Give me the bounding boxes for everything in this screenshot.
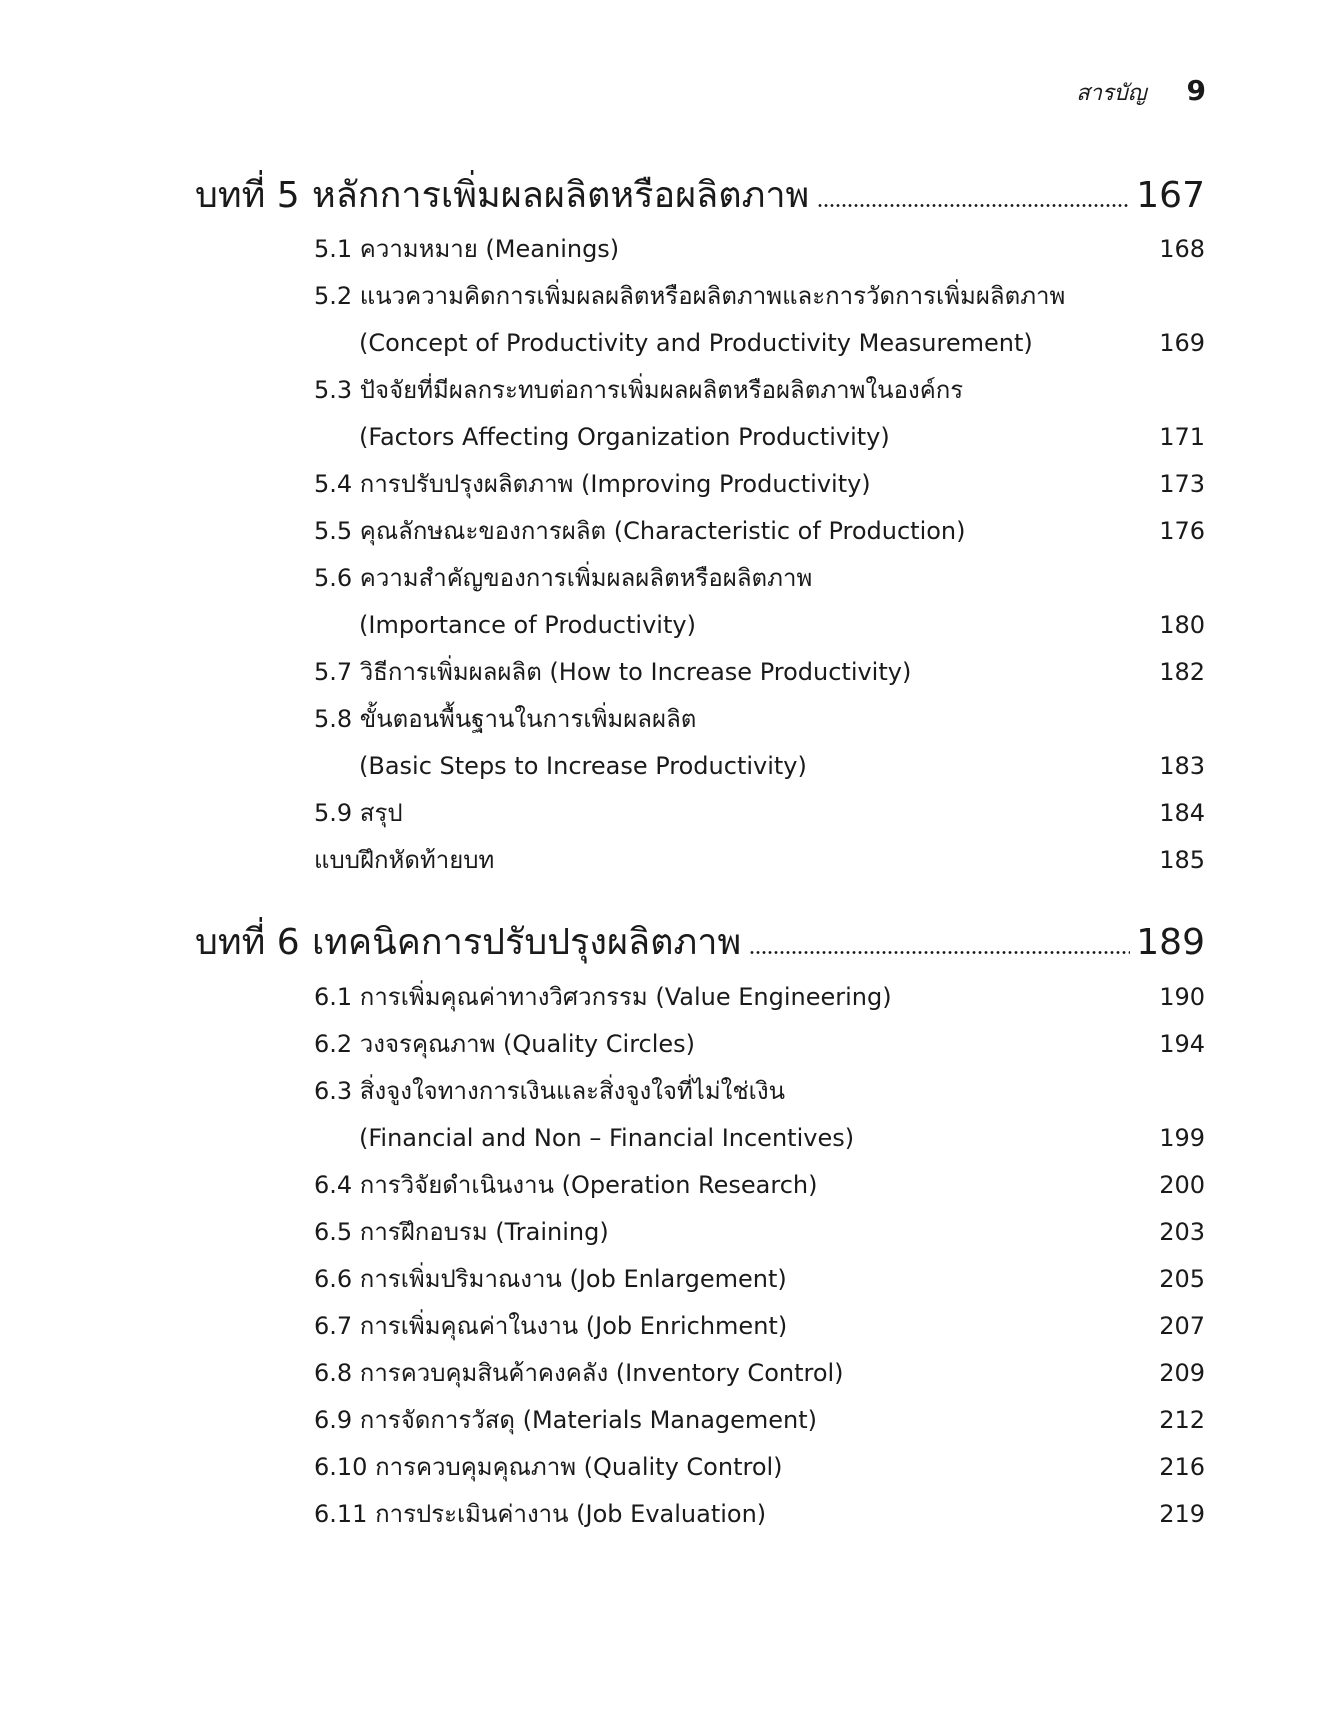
page-number: 9 (1186, 74, 1206, 107)
entry-page: 168 (1159, 235, 1205, 263)
entry-title: 6.9 การจัดการวัสดุ (Materials Management) (314, 1406, 818, 1434)
toc-entry (314, 226, 1205, 273)
entry-page: 200 (1159, 1171, 1205, 1199)
chapter-page: 189 (1136, 922, 1205, 963)
leader-dots (817, 204, 1130, 207)
entry-page: 180 (1159, 611, 1205, 639)
toc-entry (314, 1303, 1205, 1350)
entry-title: 6.4 การวิจัยดำเนินงาน (Operation Research) (314, 1171, 818, 1199)
toc-entry (314, 273, 1205, 320)
entry-title: (Factors Affecting Organization Productivity) (359, 423, 890, 451)
entry-page: 199 (1159, 1124, 1205, 1152)
toc-entry (314, 1397, 1205, 1444)
entry-page: 194 (1159, 1030, 1205, 1058)
chapter-heading (195, 922, 1205, 963)
chapter-title: เทคนิคการปรับปรุงผลิตภาพ (312, 922, 742, 963)
entry-title: 5.1 ความหมาย (Meanings) (314, 235, 620, 263)
toc-entry (314, 1115, 1205, 1162)
chapter-entries (314, 974, 1205, 1538)
entry-title: 6.2 วงจรคุณภาพ (Quality Circles) (314, 1030, 696, 1058)
entry-title: 6.7 การเพิ่มคุณค่าในงาน (Job Enrichment) (314, 1312, 788, 1340)
entry-title: 6.6 การเพิ่มปริมาณงาน (Job Enlargement) (314, 1265, 787, 1293)
toc-entry (314, 974, 1205, 1021)
toc-entry (314, 649, 1205, 696)
entry-page: 169 (1159, 329, 1205, 357)
entry-title: 5.6 ความสำคัญของการเพิ่มผลผลิตหรือผลิตภาพ (314, 564, 813, 592)
entry-title: (Importance of Productivity) (359, 611, 696, 639)
entry-page: 185 (1159, 846, 1205, 874)
entry-page: 203 (1159, 1218, 1205, 1246)
toc-entry (314, 320, 1205, 367)
entry-title: 6.8 การควบคุมสินค้าคงคลัง (Inventory Control) (314, 1359, 844, 1387)
entry-page: 205 (1159, 1265, 1205, 1293)
toc-entry (314, 1021, 1205, 1068)
entry-title: แบบฝึกหัดท้ายบท (314, 846, 495, 874)
leader-dots (749, 951, 1130, 954)
toc-entry (314, 508, 1205, 555)
chapter-label: บทที่ 5 (195, 175, 300, 216)
entry-title: 5.9 สรุป (314, 799, 403, 827)
toc-entry (314, 790, 1205, 837)
entry-title: 5.7 วิธีการเพิ่มผลผลิต (How to Increase Productivity) (314, 658, 912, 686)
toc-entry (314, 837, 1205, 884)
running-header (1076, 74, 1206, 110)
toc-entry (314, 696, 1205, 743)
entry-page: 176 (1159, 517, 1205, 545)
entry-page: 173 (1159, 470, 1205, 498)
entry-title: 5.2 แนวความคิดการเพิ่มผลผลิตหรือผลิตภาพและการวัดการเพิ่มผลิตภาพ (314, 282, 1066, 310)
entry-title: (Basic Steps to Increase Productivity) (359, 752, 807, 780)
entry-title: (Concept of Productivity and Productivity Measurement) (359, 329, 1033, 357)
chapter-label: บทที่ 6 (195, 922, 300, 963)
toc-entry (314, 602, 1205, 649)
entry-title: 5.5 คุณลักษณะของการผลิต (Characteristic of Production) (314, 517, 966, 545)
toc-entry (314, 1162, 1205, 1209)
toc-entry (314, 743, 1205, 790)
entry-title: 5.3 ปัจจัยที่มีผลกระทบต่อการเพิ่มผลผลิตหรือผลิตภาพในองค์กร (314, 376, 964, 404)
entry-title: 6.1 การเพิ่มคุณค่าทางวิศวกรรม (Value Engineering) (314, 983, 892, 1011)
entry-title: 6.10 การควบคุมคุณภาพ (Quality Control) (314, 1453, 783, 1481)
entry-title: 6.5 การฝึกอบรม (Training) (314, 1218, 609, 1246)
toc-entry (314, 1491, 1205, 1538)
entry-page: 209 (1159, 1359, 1205, 1387)
toc-entry (314, 1256, 1205, 1303)
toc-entry (314, 555, 1205, 602)
header-title: สารบัญ (1076, 81, 1147, 106)
chapter-heading (195, 175, 1205, 216)
entry-page: 183 (1159, 752, 1205, 780)
toc-entry (314, 367, 1205, 414)
entry-page: 182 (1159, 658, 1205, 686)
toc-entry (314, 1350, 1205, 1397)
toc-entry (314, 461, 1205, 508)
toc-entry (314, 1444, 1205, 1491)
entry-title: 5.8 ขั้นตอนพื้นฐานในการเพิ่มผลผลิต (314, 705, 697, 733)
chapter-entries (314, 226, 1205, 884)
entry-page: 207 (1159, 1312, 1205, 1340)
toc-entry (314, 414, 1205, 461)
entry-page: 212 (1159, 1406, 1205, 1434)
toc-entry (314, 1209, 1205, 1256)
entry-title: 6.3 สิ่งจูงใจทางการเงินและสิ่งจูงใจที่ไม่ใช่เงิน (314, 1077, 786, 1105)
entry-page: 171 (1159, 423, 1205, 451)
entry-page: 216 (1159, 1453, 1205, 1481)
entry-page: 184 (1159, 799, 1205, 827)
entry-title: 5.4 การปรับปรุงผลิตภาพ (Improving Productivity) (314, 470, 871, 498)
entry-title: (Financial and Non – Financial Incentives) (359, 1124, 855, 1152)
entry-title: 6.11 การประเมินค่างาน (Job Evaluation) (314, 1500, 767, 1528)
entry-page: 190 (1159, 983, 1205, 1011)
chapter-title: หลักการเพิ่มผลผลิตหรือผลิตภาพ (312, 175, 810, 216)
toc-entry (314, 1068, 1205, 1115)
entry-page: 219 (1159, 1500, 1205, 1528)
chapter-page: 167 (1136, 175, 1205, 216)
